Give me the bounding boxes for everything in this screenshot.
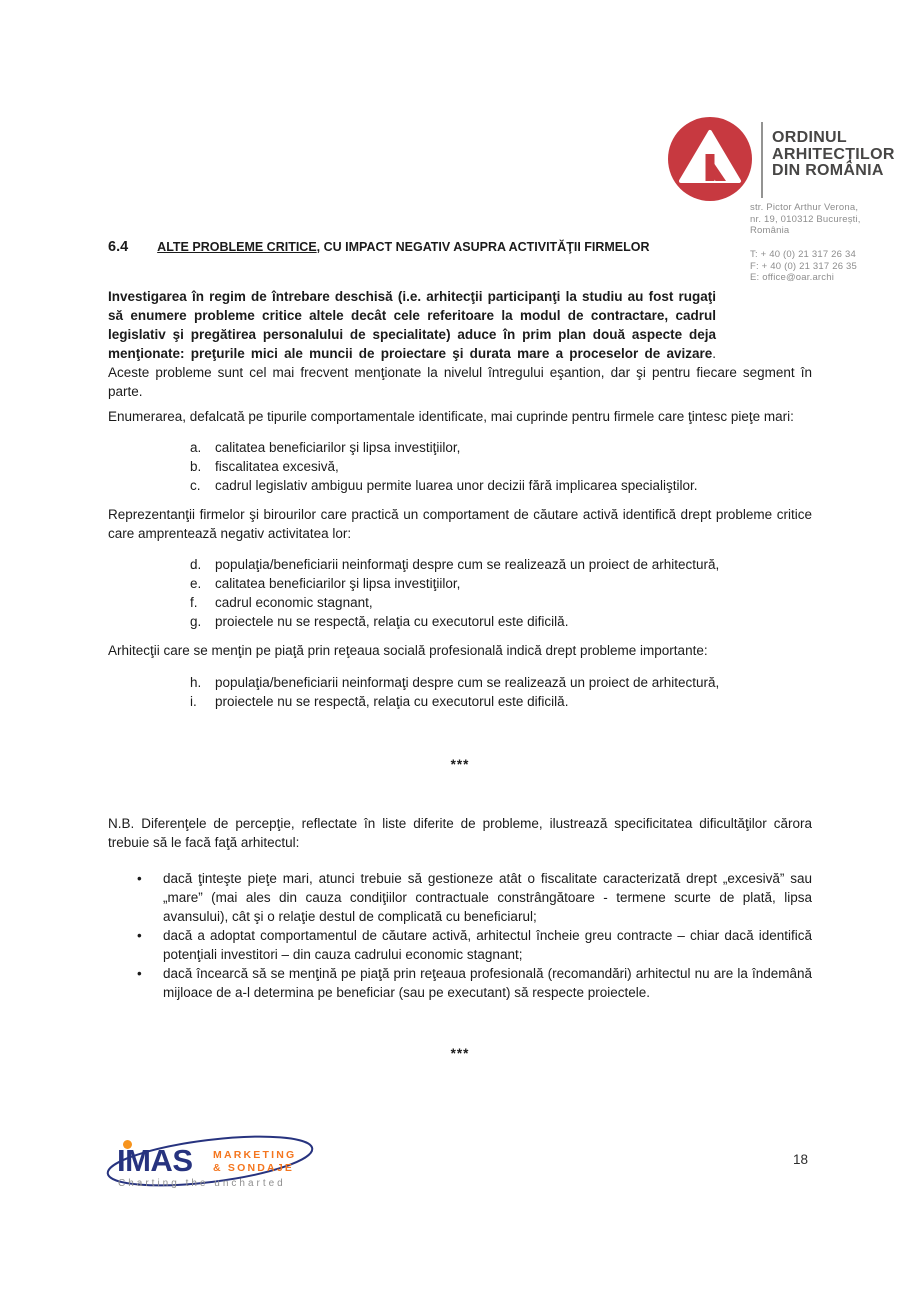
list-dg bbox=[108, 555, 812, 631]
email-line: E: office@oar.archi bbox=[750, 272, 835, 283]
section-title-underlined: ALTE PROBLEME CRITICE bbox=[157, 240, 317, 254]
address-line: România bbox=[750, 225, 790, 236]
imas-tagline-marketing: MARKETING bbox=[213, 1149, 297, 1161]
paragraph-arhitectii: Arhitecţii care se menţin pe piaţă prin reţeaua socială profesională indică drept probleme importante: bbox=[108, 643, 708, 658]
list-item-text: calitatea beneficiarilor şi lipsa investiţiilor, bbox=[215, 440, 461, 455]
list-item-text: populaţia/beneficiarii neinformaţi despre cum se realizează un proiect de arhitectură, bbox=[215, 557, 720, 572]
list-item-label: h. bbox=[190, 675, 202, 690]
bullet-text: dacă încearcă să se menţină pe piaţă prin reţeaua profesională (recomandări) arhitectul nu are la îndemână mijloace de a-l determina pe beneficiar (sau pe executant) să respecte proiectele. bbox=[163, 966, 812, 1000]
list-hi bbox=[108, 673, 812, 711]
list-item-label: c. bbox=[190, 478, 201, 493]
list-item-text: proiectele nu se respectă, relaţia cu executorul este dificilă. bbox=[215, 614, 569, 629]
list-item bbox=[108, 457, 812, 476]
list-item bbox=[108, 593, 812, 612]
list-item-text: populaţia/beneficiarii neinformaţi despre cum se realizează un proiect de arhitectură, bbox=[215, 675, 720, 690]
imas-slogan: Charting the uncharted bbox=[118, 1178, 286, 1189]
imas-tagline-sondaje: & SONDAJE bbox=[213, 1162, 295, 1174]
list-item bbox=[108, 555, 812, 574]
section-heading bbox=[108, 238, 812, 257]
list-item-text: fiscalitatea excesivă, bbox=[215, 459, 339, 474]
list-item-label: d. bbox=[190, 557, 202, 572]
section-title-rest: , CU IMPACT NEGATIV ASUPRA ACTIVITĂŢII FIRMELOR bbox=[316, 240, 650, 254]
imas-logo bbox=[100, 1132, 325, 1196]
list-item bbox=[108, 438, 812, 457]
bullet-item bbox=[108, 869, 812, 926]
list-item-label: i. bbox=[190, 694, 197, 709]
address-line: str. Pictor Arthur Verona, bbox=[750, 202, 859, 213]
document-content bbox=[108, 238, 812, 1063]
paragraph-nb: N.B. Diferenţele de percepţie, reflectate în liste diferite de probleme, ilustrează specificitatea dificultăţilor cărora trebuie să le facă faţă arhitectul: bbox=[108, 816, 812, 850]
list-item bbox=[108, 612, 812, 631]
org-name-line: ARHITECȚILOR bbox=[772, 145, 895, 163]
bullet-item bbox=[108, 964, 812, 1002]
list-item-label: a. bbox=[190, 440, 202, 455]
paragraph-enumerarea: Enumerarea, defalcată pe tipurile comportamentale identificate, mai cuprinde pentru firmele care ţintesc pieţe mari: bbox=[108, 409, 794, 424]
bullet-text: dacă ţinteşte pieţe mari, atunci trebuie să gestioneze atât o fiscalitate caracterizată drept „excesivă” sau „mare” (mai ales din cauza condiţiilor contractuale constrângătoare - termene scurte de plată, lipsa avansului), cât şi o relaţie destul de complicată cu beneficiarul; bbox=[163, 871, 812, 924]
paragraph-regular-tail: . Aceste probleme sunt cel mai frecvent menţionate la nivelul întregului eşantion, dar şi pentru fiecare segment în parte. bbox=[108, 346, 812, 399]
org-name-line: ORDINUL bbox=[772, 129, 847, 146]
paragraph-investigarea bbox=[108, 287, 812, 401]
text-wrap-spacer bbox=[716, 287, 812, 345]
page-number: 18 bbox=[793, 1152, 809, 1167]
section-number: 6.4 bbox=[108, 239, 129, 255]
section-separator: *** bbox=[450, 1046, 470, 1061]
org-name-line: DIN ROMÂNIA bbox=[772, 162, 884, 179]
list-item-text: proiectele nu se respectă, relaţia cu executorul este dificilă. bbox=[215, 694, 569, 709]
list-item-text: cadrul economic stagnant, bbox=[215, 595, 373, 610]
list-item bbox=[108, 692, 812, 711]
list-item-label: b. bbox=[190, 459, 202, 474]
bullet-icon: • bbox=[137, 966, 142, 981]
section-separator: *** bbox=[450, 757, 470, 772]
list-item-text: cadrul legislativ ambiguu permite luarea unor decizii fără implicarea specialiştilor. bbox=[215, 478, 698, 493]
phone-line: T: + 40 (0) 21 317 26 34 bbox=[750, 249, 856, 260]
list-item-label: f. bbox=[190, 595, 198, 610]
list-item bbox=[108, 673, 812, 692]
fax-line: F: + 40 (0) 21 317 26 35 bbox=[750, 260, 857, 272]
paragraph-bold-lead: Investigarea în regim de întrebare deschisă (i.e. arhitecţii participanţi la studiu au fost rugaţi să enumere probleme critice altele decât cele referitoare la modul de contractare, cadrul legislativ şi pregătirea personalului de specialitate) aduce în prim plan două aspecte deja menţionate: preţurile mici ale muncii de proiectare şi durata mare a proceselor de avizare bbox=[108, 289, 716, 361]
imas-name: IMAS bbox=[117, 1143, 193, 1178]
list-item bbox=[108, 574, 812, 593]
org-wordmark bbox=[772, 130, 895, 180]
header-divider bbox=[761, 122, 763, 198]
list-abc bbox=[108, 438, 812, 495]
bullet-item bbox=[108, 926, 812, 964]
oar-logo-icon bbox=[668, 117, 752, 201]
bullet-text: dacă a adoptat comportamentul de căutare activă, arhitectul încheie greu contracte – chiar dacă identifică potenţiali investitori – din cauza cadrului economic stagnant; bbox=[163, 928, 812, 962]
paragraph-reprezentantii: Reprezentanţii firmelor şi birourilor care practică un comportament de căutare activă identifică drept probleme critice care amprentează negativ activitatea lor: bbox=[108, 507, 812, 541]
address-line: nr. 19, 010312 București, bbox=[750, 213, 861, 225]
list-item-text: calitatea beneficiarilor şi lipsa investiţiilor, bbox=[215, 576, 461, 591]
bullet-icon: • bbox=[137, 928, 142, 943]
bullet-list bbox=[108, 869, 812, 1002]
list-item-label: e. bbox=[190, 576, 202, 591]
list-item bbox=[108, 476, 812, 495]
bullet-icon: • bbox=[137, 871, 142, 886]
org-address bbox=[750, 202, 861, 237]
list-item-label: g. bbox=[190, 614, 202, 629]
